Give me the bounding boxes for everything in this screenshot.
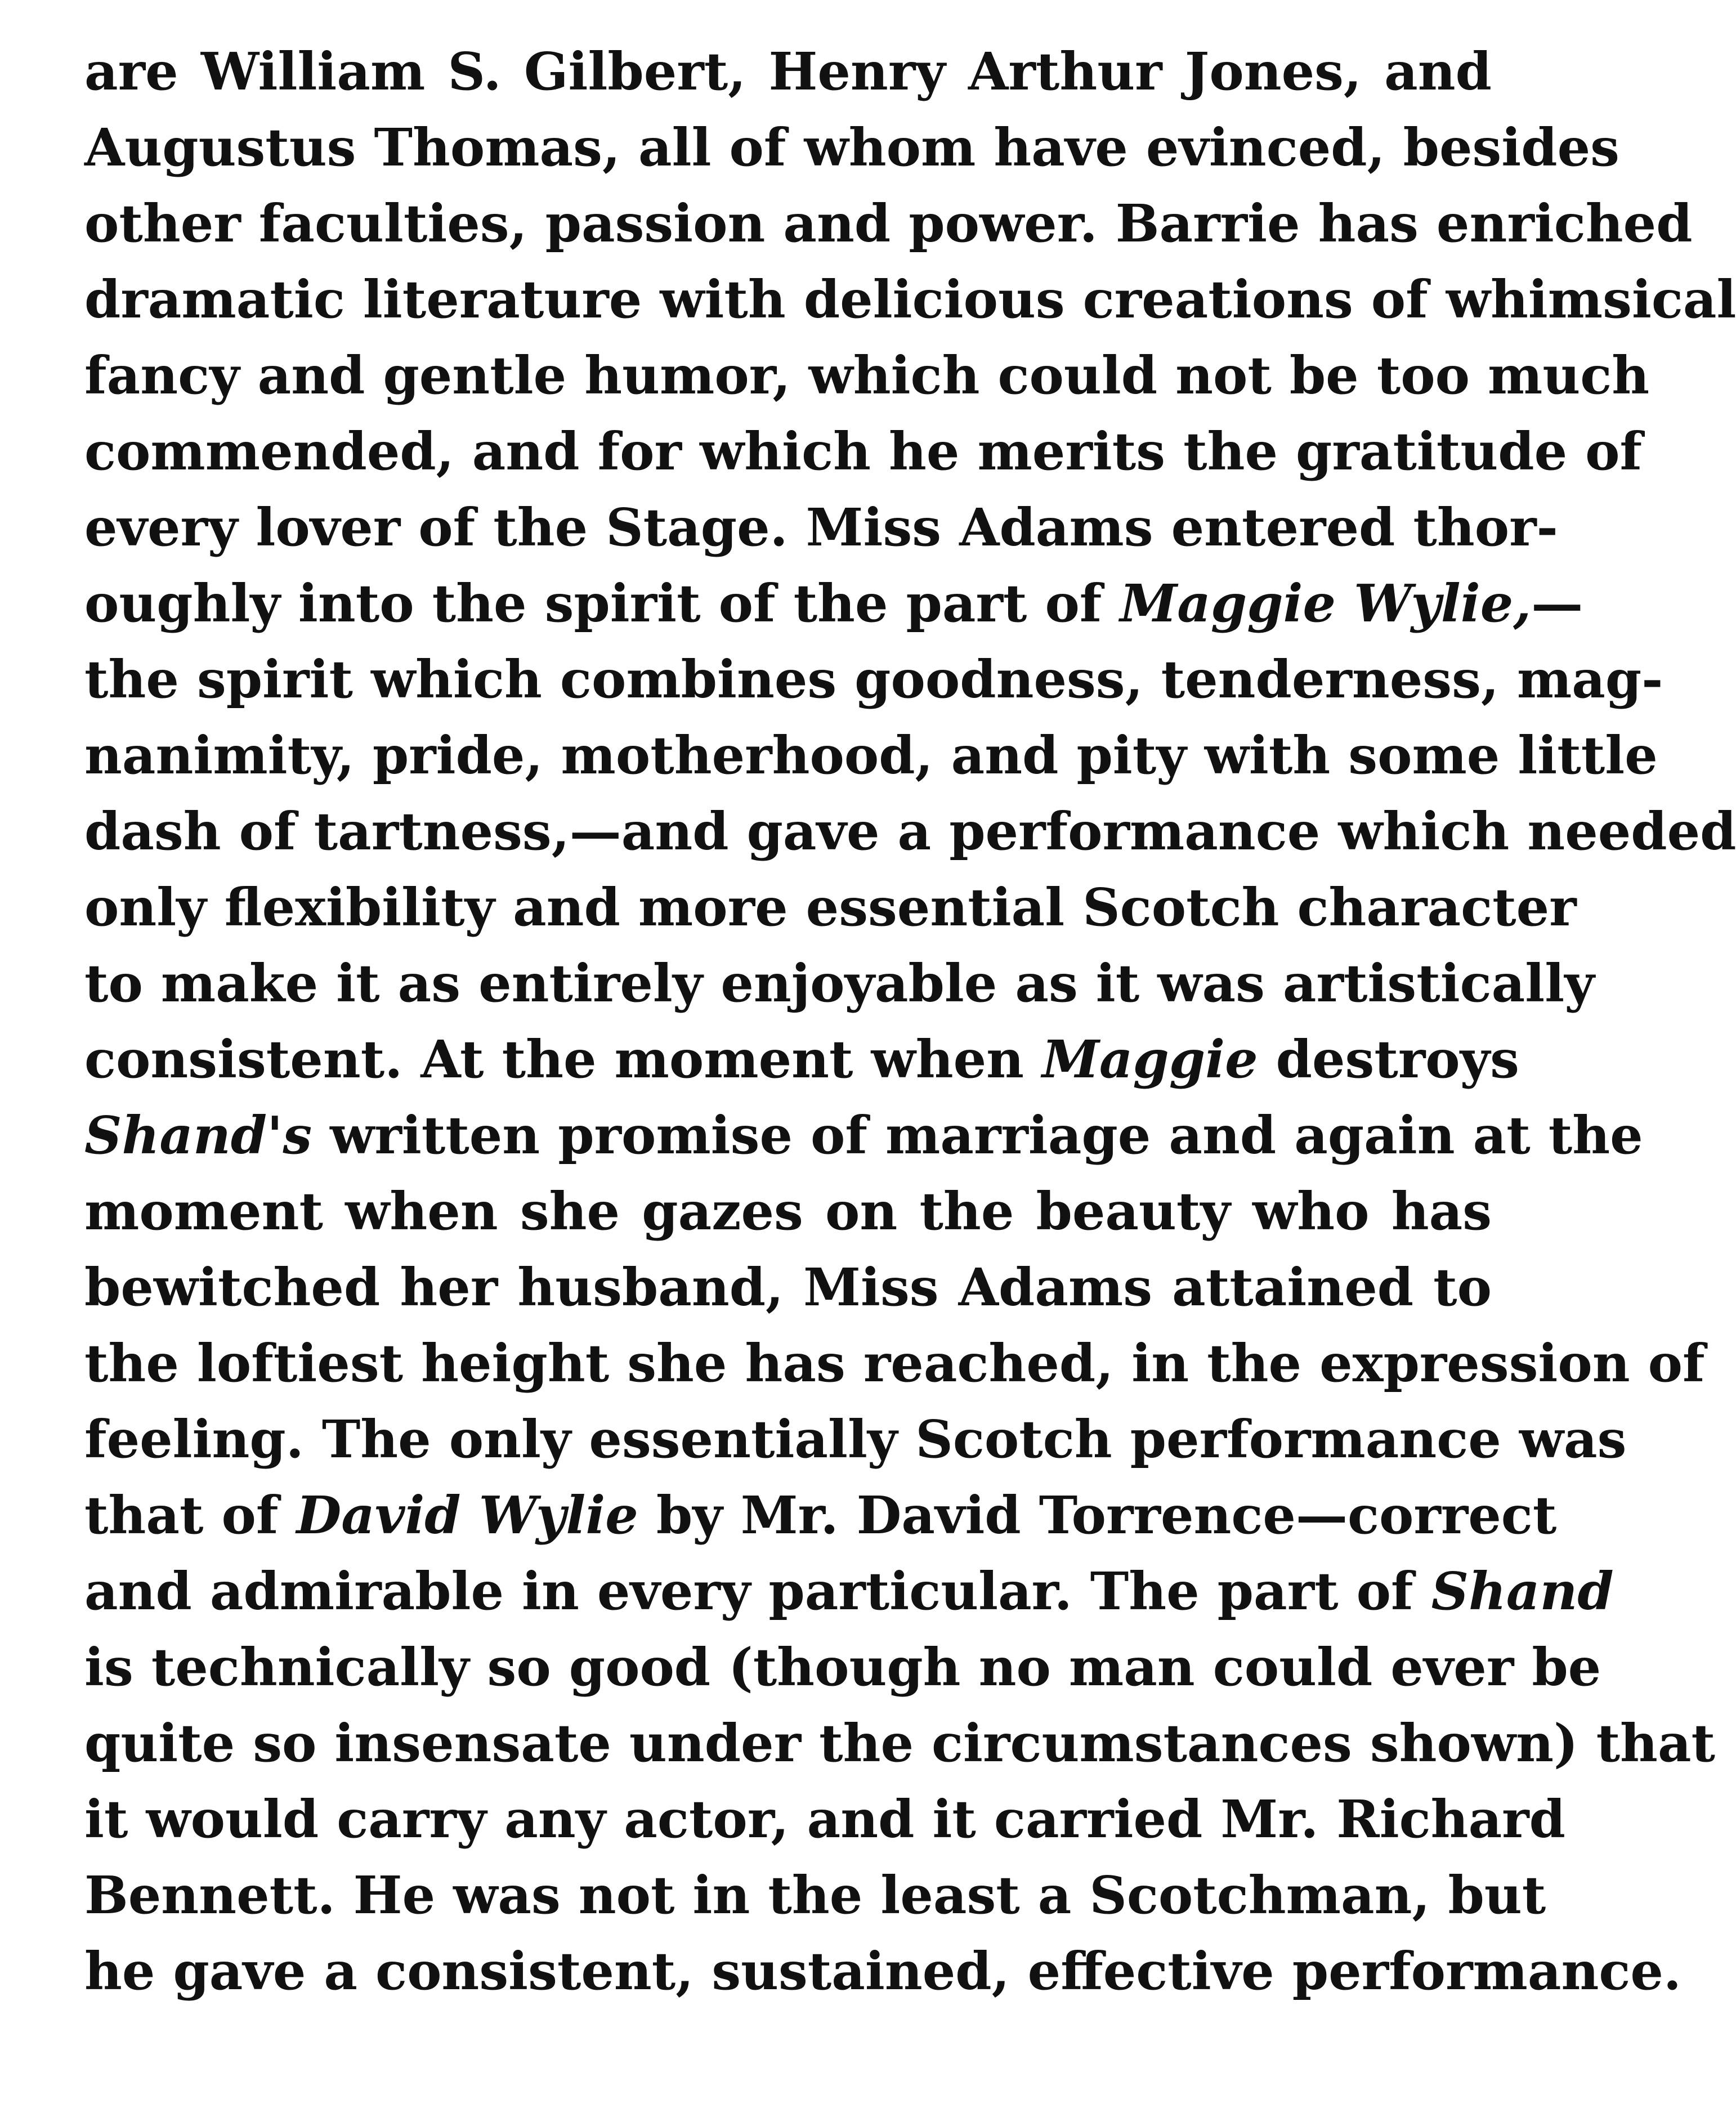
text-segment: to make it as entirely enjoyable as it was artistically xyxy=(84,953,1595,1014)
italic-text-segment: Maggie Wylie, xyxy=(1120,573,1532,634)
text-line xyxy=(84,110,1619,186)
text-line xyxy=(84,1022,1519,1098)
text-segment: consistent. At the moment when xyxy=(84,1029,1043,1090)
italic-text-segment: Maggie xyxy=(1042,1029,1258,1090)
text-segment: Bennett. He was not in the least a Scotchman, but xyxy=(84,1865,1546,1926)
text-segment: by Mr. David Torrence—correct xyxy=(638,1485,1557,1546)
text-segment: and admirable in every particular. The part of xyxy=(84,1561,1431,1622)
text-line xyxy=(84,1933,1681,2009)
text-segment: he gave a consistent, sustained, effective performance. xyxy=(84,1941,1681,2002)
text-line xyxy=(84,1781,1565,1857)
text-segment: dramatic literature with delicious creations of whimsical xyxy=(84,269,1736,330)
text-segment: bewitched her husband, Miss Adams attained to xyxy=(84,1257,1492,1318)
text-line xyxy=(84,566,1583,642)
text-line xyxy=(84,490,1558,566)
text-line xyxy=(84,1402,1627,1478)
text-line xyxy=(84,1174,1492,1250)
text-segment: — xyxy=(1531,573,1583,634)
text-segment: are William S. Gilbert, Henry Arthur Jones, and xyxy=(84,41,1492,102)
text-segment: destroys xyxy=(1258,1029,1519,1090)
text-segment: nanimity, pride, motherhood, and pity with some little xyxy=(84,725,1658,786)
text-segment: the spirit which combines goodness, tenderness, mag- xyxy=(84,649,1663,710)
italic-text-segment: Shand's xyxy=(84,1105,312,1166)
text-segment: is technically so good (though no man could ever be xyxy=(84,1637,1601,1698)
text-line xyxy=(84,34,1492,110)
text-line xyxy=(84,794,1736,870)
italic-text-segment: Shand xyxy=(1431,1561,1614,1622)
text-segment: every lover of the Stage. Miss Adams entered thor- xyxy=(84,497,1558,558)
text-line xyxy=(84,1630,1601,1705)
text-segment: commended, and for which he merits the gratitude of xyxy=(84,421,1643,482)
text-segment: written promise of marriage and again at the xyxy=(312,1105,1643,1166)
text-line xyxy=(84,870,1577,946)
text-segment: the loftiest height she has reached, in the expression of xyxy=(84,1333,1705,1394)
italic-text-segment: David Wylie xyxy=(296,1485,638,1546)
text-line xyxy=(84,718,1658,794)
text-line xyxy=(84,262,1736,338)
text-segment: oughly into the spirit of the part of xyxy=(84,573,1120,634)
text-line xyxy=(84,414,1643,490)
text-segment: moment when she gazes on the beauty who has xyxy=(84,1181,1492,1242)
text-line xyxy=(84,338,1650,414)
body-paragraph xyxy=(84,34,1736,2009)
text-line xyxy=(84,1478,1557,1554)
text-segment: it would carry any actor, and it carried Mr. Richard xyxy=(84,1789,1565,1850)
text-line xyxy=(84,1098,1643,1174)
text-line xyxy=(84,1326,1705,1402)
text-line xyxy=(84,1250,1492,1326)
text-segment: Augustus Thomas, all of whom have evinced, besides xyxy=(84,117,1619,178)
text-segment: feeling. The only essentially Scotch performance was xyxy=(84,1409,1627,1470)
text-line xyxy=(84,1857,1546,1933)
text-segment: fancy and gentle humor, which could not be too much xyxy=(84,345,1650,406)
document-page xyxy=(84,34,1736,2009)
text-line xyxy=(84,186,1693,262)
text-line xyxy=(84,946,1595,1022)
text-segment: quite so insensate under the circumstances shown) that xyxy=(84,1713,1716,1774)
text-segment: only flexibility and more essential Scotch character xyxy=(84,877,1577,938)
text-segment: that of xyxy=(84,1485,297,1546)
text-segment: dash of tartness,—and gave a performance which needed xyxy=(84,801,1736,862)
text-line xyxy=(84,1554,1614,1630)
text-line xyxy=(84,1705,1716,1781)
text-line xyxy=(84,642,1663,718)
text-segment: other faculties, passion and power. Barrie has enriched xyxy=(84,193,1693,254)
